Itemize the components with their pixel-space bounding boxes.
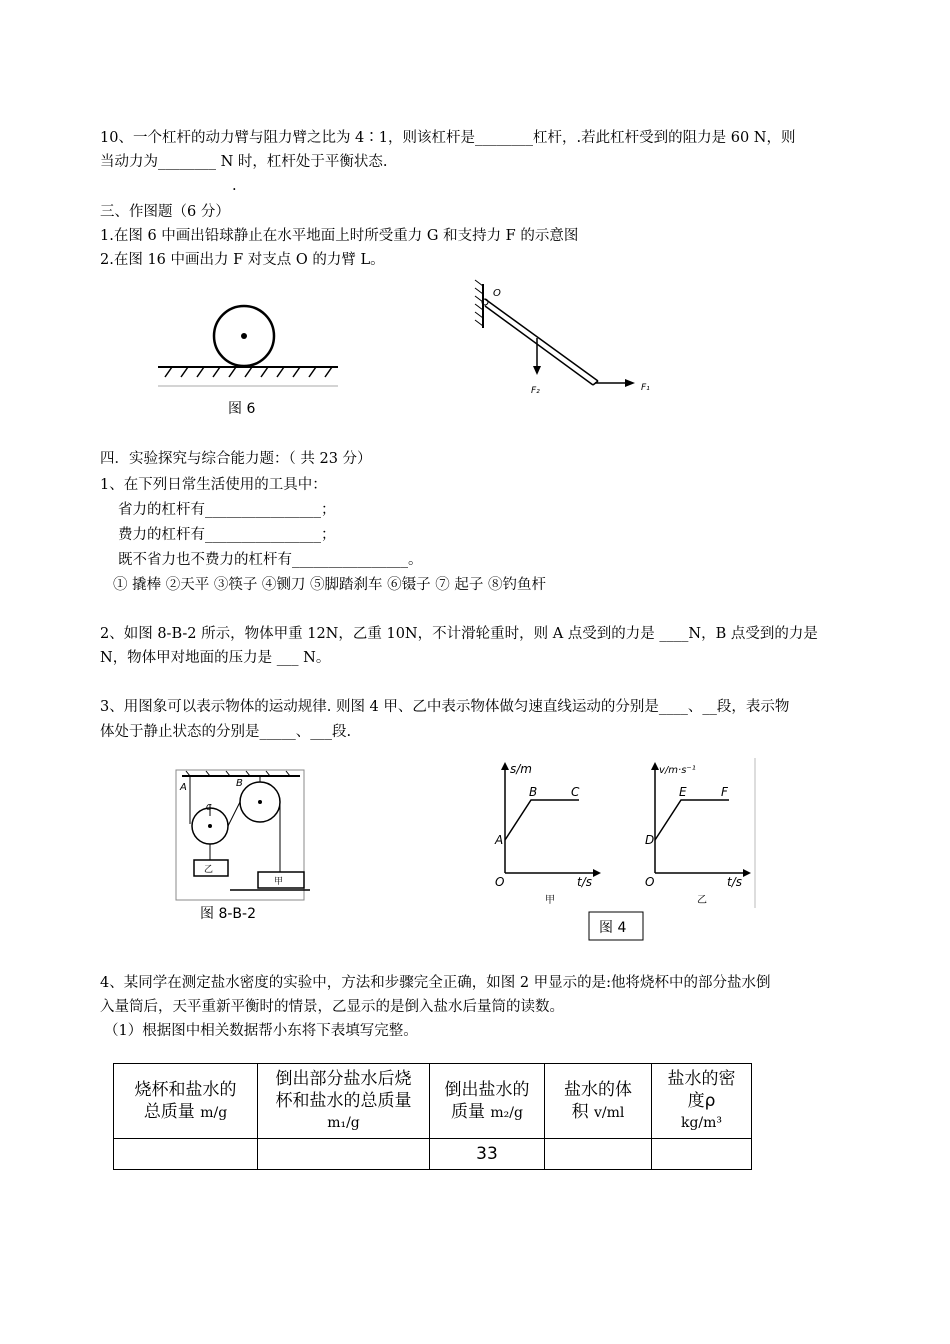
fig6-caption: 图 6 [228, 401, 256, 417]
q3-line2: 体处于静止状态的分别是_____、___段. [100, 724, 352, 740]
header-total-mass: 烧杯和盐水的 总质量 m/g [114, 1064, 258, 1139]
jia-name: 甲 [545, 895, 555, 906]
jia-origin: O [495, 875, 505, 889]
cell-total-mass[interactable] [114, 1139, 258, 1170]
table-row [114, 1139, 752, 1170]
q2-line1: 2、如图 8-B-2 所示，物体甲重 12N，乙重 10N，不计滑轮重时，则 A 点受到的力是 ____N，B 点受到的力是 [100, 626, 818, 642]
yi-origin: O [645, 875, 655, 889]
q10-line2: 当动力为________ N 时，杠杆处于平衡状态. [100, 154, 388, 170]
header-poured-mass: 倒出盐水的 质量 m₂/g [430, 1064, 545, 1139]
fig4-caption: 图 4 [599, 920, 627, 936]
q4-sub1: （1）根据图中相关数据帮小东将下表填写完整。 [104, 1023, 418, 1039]
yi-name: 乙 [697, 895, 707, 906]
yi-point-f: F [721, 785, 728, 799]
cell-poured-mass[interactable]: 33 [430, 1139, 545, 1170]
q1-c: 既不省力也不费力的杠杆有________________。 [118, 552, 423, 568]
yi-y-label: v/m·s⁻¹ [659, 765, 696, 776]
fig8-caption: 图 8-B-2 [200, 906, 256, 922]
q4-line2: 入量筒后，天平重新平衡时的情景，乙显示的是倒入盐水后量筒的读数。 [100, 999, 564, 1015]
q1-b: 费力的杠杆有________________； [118, 527, 336, 543]
q1-a: 省力的杠杆有________________； [118, 502, 336, 518]
figure-16-lever [465, 278, 665, 403]
fig16-label-f2: F₂ [531, 386, 540, 396]
fig16-label-f1: F₁ [641, 383, 650, 393]
section3-title: 三、作图题（6 分） [100, 204, 230, 220]
header-remaining-mass: 倒出部分盐水后烧 杯和盐水的总质量 m₁/g [258, 1064, 430, 1139]
table-header-row [114, 1064, 752, 1139]
fig8-label-c: C [206, 803, 212, 812]
salt-water-table [113, 1063, 752, 1170]
cell-volume[interactable] [545, 1139, 652, 1170]
figure-8b2-pulley [170, 764, 315, 929]
jia-point-a: A [495, 833, 504, 847]
q10-dot: . [232, 178, 237, 194]
header-density: 盐水的密 度ρ kg/m³ [652, 1064, 752, 1139]
yi-x-label: t/s [727, 875, 742, 889]
section3-item1: 1.在图 6 中画出铅球静止在水平地面上时所受重力 G 和支持力 F 的示意图 [100, 228, 579, 244]
header-volume: 盐水的体 积 v/ml [545, 1064, 652, 1139]
jia-y-label: s/m [510, 762, 532, 776]
q2-line2: N，物体甲对地面的压力是 ___ N。 [100, 650, 331, 666]
q4-line1: 4、某同学在测定盐水密度的实验中，方法和步骤完全正确，如图 2 甲显示的是:他将烧杯中的部分盐水倒 [100, 975, 771, 991]
jia-x-label: t/s [577, 875, 592, 889]
cell-remaining-mass[interactable] [258, 1139, 430, 1170]
figure-4-graphs [485, 758, 765, 948]
q1-stem: 1、在下列日常生活使用的工具中： [100, 477, 327, 493]
fig8-label-yi: 乙 [204, 865, 214, 875]
figure-6-ball [150, 296, 350, 424]
section3-item2: 2.在图 16 中画出力 F 对支点 O 的力臂 L。 [100, 252, 385, 268]
section4-title: 四．实验探究与综合能力题：（ 共 23 分） [100, 451, 372, 467]
yi-point-e: E [679, 785, 687, 799]
fig8-label-a: A [180, 782, 187, 793]
cell-density[interactable] [652, 1139, 752, 1170]
fig8-label-jia: 甲 [274, 877, 284, 887]
jia-point-c: C [571, 785, 580, 799]
q3-line1: 3、用图象可以表示物体的运动规律. 则图 4 甲、乙中表示物体做匀速直线运动的分别是____、__段，表示物 [100, 699, 790, 715]
q1-options: ① 撬棒 ②天平 ③筷子 ④铡刀 ⑤脚踏刹车 ⑥镊子 ⑦ 起子 ⑧钓鱼杆 [113, 577, 546, 593]
q10-line1: 10、一个杠杆的动力臂与阻力臂之比为 4∶1，则该杠杆是________杠杆，.若此杠杆受到的阻力是 60 N，则 [100, 130, 796, 146]
yi-point-d: D [645, 833, 655, 847]
jia-point-b: B [529, 785, 538, 799]
fig16-label-o: O [493, 288, 501, 299]
fig8-label-b: B [236, 778, 243, 789]
